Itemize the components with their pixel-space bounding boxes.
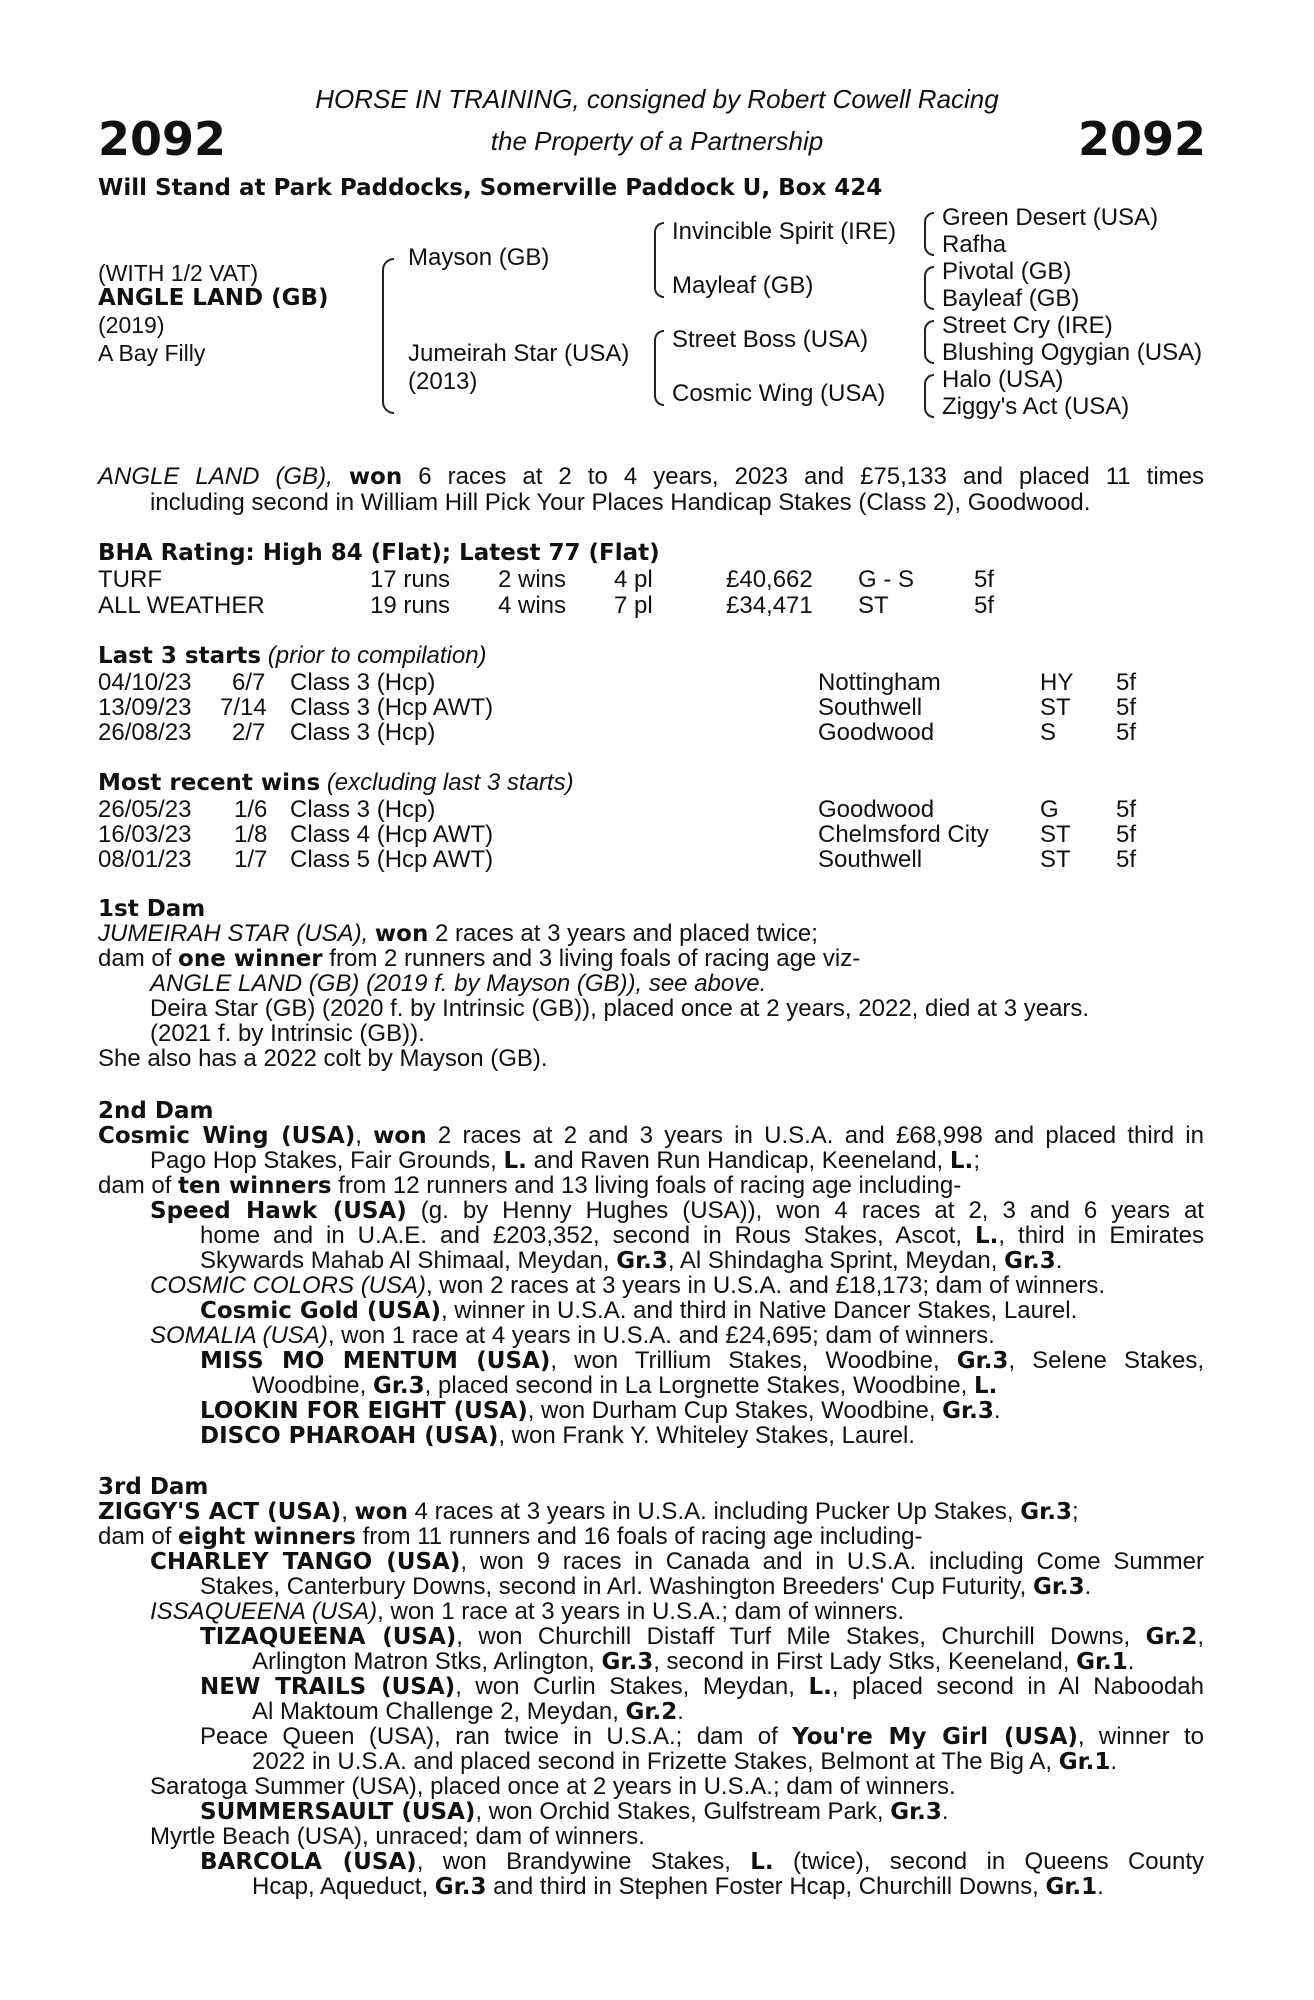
horse-name: ANGLE LAND (GB) bbox=[98, 285, 329, 311]
first-dam-line: JUMEIRAH STAR (USA), won 2 races at 3 years and placed twice; bbox=[98, 920, 818, 947]
consignor-line: HORSE IN TRAINING, consigned by Robert Cowell Racing bbox=[315, 84, 999, 114]
third-dam-line: Hcap, Aqueduct, Gr.3 and third in Stephen Foster Hcap, Churchill Downs, Gr.1. bbox=[252, 1873, 1104, 1900]
third-dam-line: Al Maktoum Challenge 2, Meydan, Gr.2. bbox=[252, 1698, 684, 1725]
property-line: the Property of a Partnership bbox=[490, 126, 824, 156]
first-dam-heading: 1st Dam bbox=[98, 896, 206, 922]
second-dam-line: Cosmic Wing (USA), won 2 races at 2 and 3 years in U.S.A. and £68,998 and placed third in bbox=[98, 1122, 1204, 1149]
pedigree-brace-3a bbox=[924, 212, 934, 256]
third-dam-line: BARCOLA (USA), won Brandywine Stakes, L. (twice), second in Queens County bbox=[200, 1848, 1204, 1875]
second-dam-line: Pago Hop Stakes, Fair Grounds, L. and Raven Run Handicap, Keeneland, L.; bbox=[150, 1147, 980, 1174]
first-dam-line: dam of one winner from 2 runners and 3 living foals of racing age viz- bbox=[98, 945, 861, 972]
second-dam-line: dam of ten winners from 12 runners and 13 living foals of racing age including- bbox=[98, 1172, 962, 1199]
second-dam-line: home and in U.A.E. and £203,352, second in Rous Stakes, Ascot, L., third in Emirates bbox=[200, 1222, 1205, 1249]
sire-sire: Invincible Spirit (IRE) bbox=[672, 218, 897, 245]
second-dam-line: Woodbine, Gr.3, placed second in La Lorgnette Stakes, Woodbine, L. bbox=[252, 1372, 998, 1399]
second-dam-heading: 2nd Dam bbox=[98, 1098, 214, 1124]
lot-number-left: 2092 bbox=[98, 112, 227, 166]
dam: Jumeirah Star (USA) bbox=[408, 340, 630, 367]
third-dam-line: Myrtle Beach (USA), unraced; dam of winners. bbox=[150, 1823, 645, 1850]
bha-rating-title: BHA Rating: High 84 (Flat); Latest 77 (Flat) bbox=[98, 540, 660, 566]
sire-dam: Mayleaf (GB) bbox=[672, 272, 814, 299]
second-dam-line: LOOKIN FOR EIGHT (USA), won Durham Cup Stakes, Woodbine, Gr.3. bbox=[200, 1397, 1001, 1424]
ds-dam: Blushing Ogygian (USA) bbox=[942, 339, 1203, 366]
third-dam-line: ISSAQUEENA (USA), won 1 race at 3 years in U.S.A.; dam of winners. bbox=[150, 1598, 905, 1625]
first-dam-line: Deira Star (GB) (2020 f. by Intrinsic (GB)), placed once at 2 years, 2022, died at 3 years. bbox=[150, 995, 1090, 1022]
pedigree-brace-2b bbox=[654, 330, 664, 406]
pedigree-brace-3c bbox=[924, 320, 934, 364]
horse-year: (2019) bbox=[98, 312, 165, 338]
second-dam-line: Cosmic Gold (USA), winner in U.S.A. and third in Native Dancer Stakes, Laurel. bbox=[200, 1297, 1078, 1324]
horse-description: A Bay Filly bbox=[98, 340, 206, 366]
dam-sire: Street Boss (USA) bbox=[672, 326, 869, 353]
second-dam-line: Skywards Mahab Al Shimaal, Meydan, Gr.3, Al Shindagha Sprint, Meydan, Gr.3. bbox=[200, 1247, 1063, 1274]
third-dam-line: SUMMERSAULT (USA), won Orchid Stakes, Gulfstream Park, Gr.3. bbox=[200, 1798, 949, 1825]
third-dam-line: dam of eight winners from 11 runners and 16 foals of racing age including- bbox=[98, 1523, 923, 1550]
third-dam-line: Stakes, Canterbury Downs, second in Arl. Washington Breeders' Cup Futurity, Gr.3. bbox=[200, 1573, 1092, 1600]
pedigree-brace-2a bbox=[654, 222, 664, 298]
first-dam-line: ANGLE LAND (GB) (2019 f. by Mayson (GB)), see above. bbox=[150, 970, 767, 997]
first-dam-line: (2021 f. by Intrinsic (GB)). bbox=[150, 1020, 425, 1047]
third-dam-line: ZIGGY'S ACT (USA), won 4 races at 3 years in U.S.A. including Pucker Up Stakes, Gr.3; bbox=[98, 1498, 1079, 1525]
ss-dam: Rafha bbox=[942, 231, 1007, 258]
vat-note: (WITH 1/2 VAT) bbox=[98, 260, 259, 286]
lot-number-right: 2092 bbox=[1077, 112, 1206, 166]
pedigree-brace-1 bbox=[382, 258, 394, 414]
pedigree-brace-3d bbox=[924, 374, 934, 418]
second-dam-line: Speed Hawk (USA) (g. by Henny Hughes (USA)), won 4 races at 2, 3 and 6 years at bbox=[150, 1197, 1204, 1224]
recent-wins-title: Most recent wins (excluding last 3 starts) bbox=[98, 769, 574, 796]
ss-sire: Green Desert (USA) bbox=[942, 204, 1159, 231]
dd-sire: Halo (USA) bbox=[942, 366, 1064, 393]
dd-dam: Ziggy's Act (USA) bbox=[942, 393, 1130, 420]
ds-sire: Street Cry (IRE) bbox=[942, 312, 1113, 339]
third-dam-line: Saratoga Summer (USA), placed once at 2 years in U.S.A.; dam of winners. bbox=[150, 1773, 956, 1800]
second-dam-line: SOMALIA (USA), won 1 race at 4 years in U.S.A. and £24,695; dam of winners. bbox=[150, 1322, 995, 1349]
third-dam-line: NEW TRAILS (USA), won Curlin Stakes, Meydan, L., placed second in Al Naboodah bbox=[200, 1673, 1205, 1700]
third-dam-line: CHARLEY TANGO (USA), won 9 races in Canada and in U.S.A. including Come Summer bbox=[150, 1548, 1205, 1575]
summary-line-1: ANGLE LAND (GB), won 6 races at 2 to 4 years, 2023 and £75,133 and placed 11 times bbox=[98, 463, 1204, 490]
dam-dam: Cosmic Wing (USA) bbox=[672, 380, 886, 407]
third-dam-line: Peace Queen (USA), ran twice in U.S.A.; dam of You're My Girl (USA), winner to bbox=[200, 1723, 1205, 1750]
last-3-starts-title: Last 3 starts (prior to compilation) bbox=[98, 642, 487, 669]
sire: Mayson (GB) bbox=[408, 244, 550, 271]
sd-sire: Pivotal (GB) bbox=[942, 258, 1072, 285]
dam-year: (2013) bbox=[408, 368, 478, 395]
third-dam-line: TIZAQUEENA (USA), won Churchill Distaff Turf Mile Stakes, Churchill Downs, Gr.2, bbox=[200, 1623, 1205, 1650]
second-dam-line: COSMIC COLORS (USA), won 2 races at 3 years in U.S.A. and £18,173; dam of winners. bbox=[150, 1272, 1106, 1299]
second-dam-line: MISS MO MENTUM (USA), won Trillium Stakes, Woodbine, Gr.3, Selene Stakes, bbox=[200, 1347, 1205, 1374]
summary-line-2: including second in William Hill Pick Your Places Handicap Stakes (Class 2), Goodwood. bbox=[150, 489, 1091, 516]
pedigree-brace-3b bbox=[924, 266, 934, 310]
third-dam-line: 2022 in U.S.A. and placed second in Frizette Stakes, Belmont at The Big A, Gr.1. bbox=[252, 1748, 1118, 1775]
second-dam-line: DISCO PHAROAH (USA), won Frank Y. Whiteley Stakes, Laurel. bbox=[200, 1422, 915, 1449]
third-dam-heading: 3rd Dam bbox=[98, 1474, 209, 1500]
third-dam-line: Arlington Matron Stks, Arlington, Gr.3, second in First Lady Stks, Keeneland, Gr.1. bbox=[252, 1648, 1135, 1675]
location-line: Will Stand at Park Paddocks, Somerville Paddock U, Box 424 bbox=[98, 175, 883, 201]
sd-dam: Bayleaf (GB) bbox=[942, 285, 1080, 312]
first-dam-line: She also has a 2022 colt by Mayson (GB). bbox=[98, 1045, 548, 1072]
